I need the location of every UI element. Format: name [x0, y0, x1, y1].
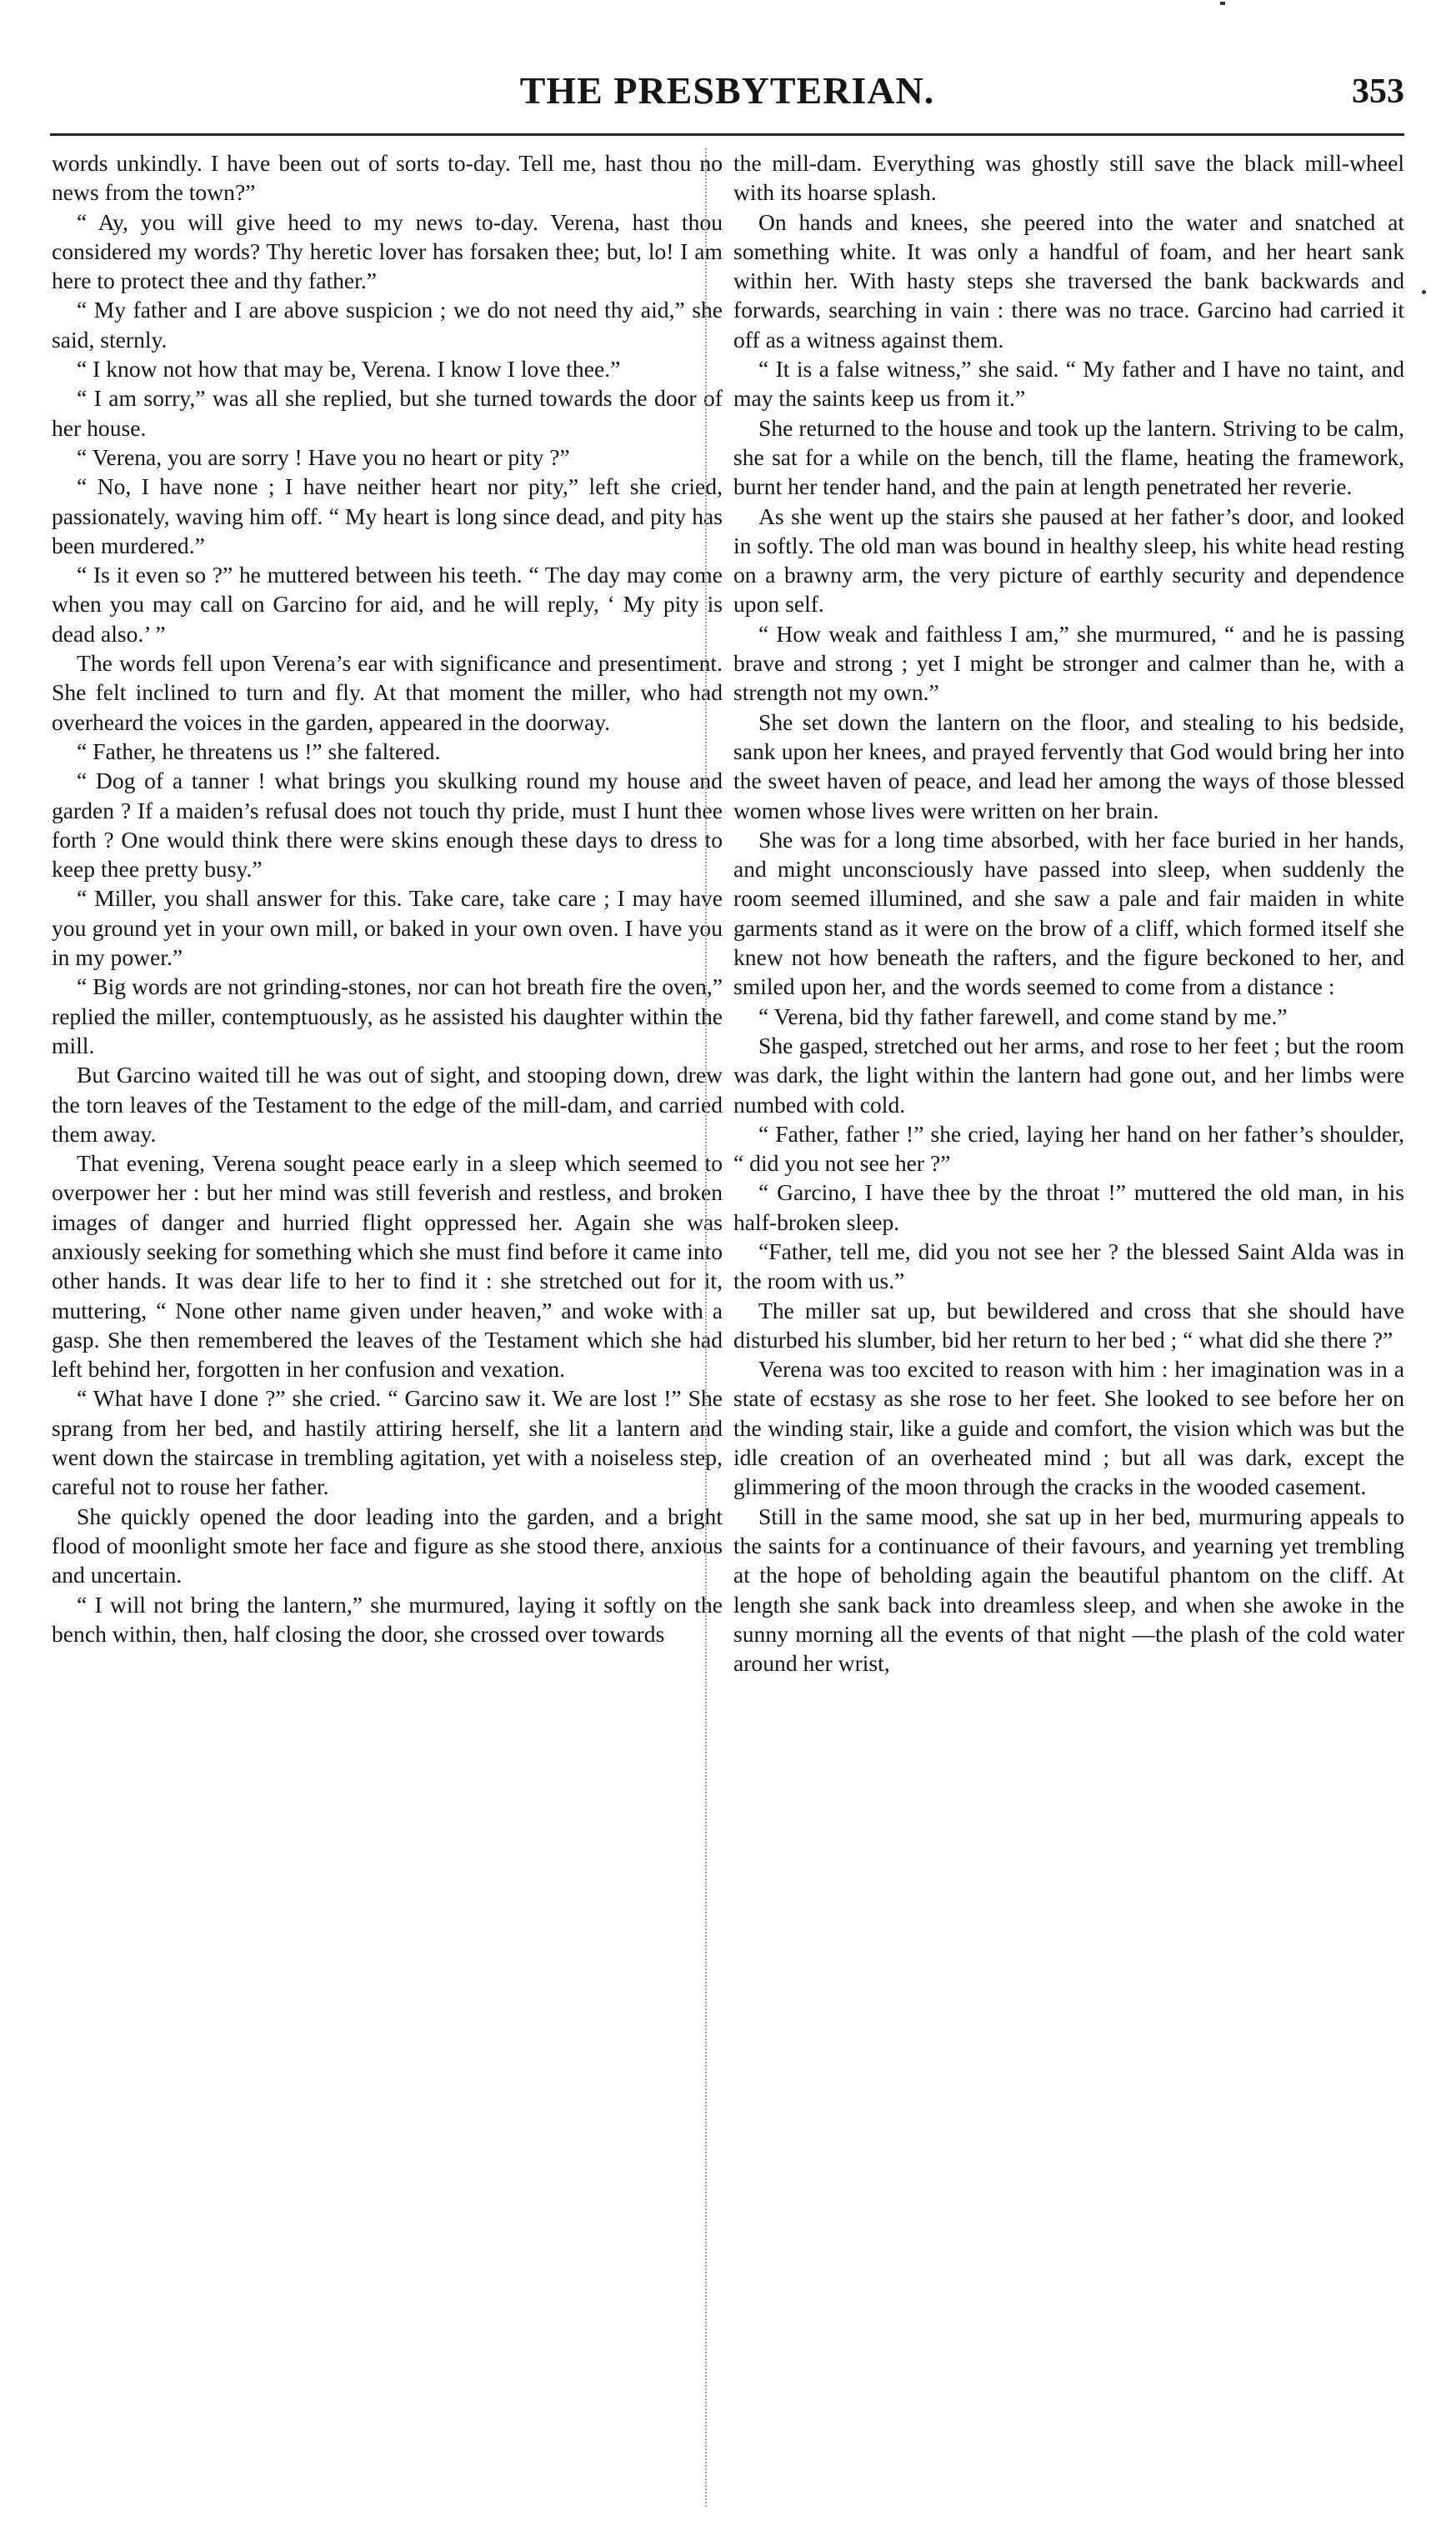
- paragraph: “ Is it even so ?” he muttered between his teeth. “ The day may come when you may call on Garcino for aid, and he will reply, ‘ My pity is dead also.’ ”: [52, 562, 723, 647]
- paragraph: “ Father, he threatens us !” she faltered.: [77, 738, 441, 764]
- page-header: [50, 65, 1404, 123]
- paragraph: Still in the same mood, she sat up in her bed, murmuring appeals to the saints for a continuance of their favours, and yearning yet trembling at the hope of beholding again the beautiful phantom on the cliff. At length she sank back into dreamless sleep, and when she awoke in the sunny morning all the events of that night —the plash of the cold water around her wrist,: [733, 1503, 1404, 1677]
- paragraph: “ Garcino, I have thee by the throat !” muttered the old man, in his half-broken sleep.: [733, 1179, 1404, 1235]
- paragraph: “ Miller, you shall answer for this. Take care, take care ; I may have you ground yet in your own mill, or baked in your own oven. I have you in my power.”: [52, 885, 723, 971]
- paragraph: “ How weak and faithless I am,” she murmured, “ and he is passing brave and strong ; yet I might be stronger and calmer than he, with a strength not my own.”: [733, 620, 1404, 706]
- paragraph: “ Big words are not grinding-stones, nor can hot breath fire the oven,” replied the miller, contemptuously, as he assisted his daughter within the mill.: [52, 973, 723, 1058]
- paragraph: The words fell upon Verena’s ear with significance and presentiment. She felt inclined to turn and fly. At that moment the miller, who had overheard the voices in the garden, appeared in the doorway.: [52, 650, 723, 735]
- paragraph: “Father, tell me, did you not see her ? the blessed Saint Alda was in the room with us.”: [733, 1238, 1404, 1294]
- paragraph: She quickly opened the door leading into the garden, and a bright flood of moonlight smote her face and figure as she stood there, anxious and uncertain.: [52, 1503, 723, 1588]
- paragraph: “ Verena, you are sorry ! Have you no heart or pity ?”: [77, 443, 570, 470]
- paragraph: “ My father and I are above suspicion ; we do not need thy aid,” she said, sternly.: [52, 297, 723, 353]
- paragraph: “ I know not how that may be, Verena. I know I love thee.”: [77, 356, 621, 383]
- paragraph: The miller sat up, but bewildered and cross that she should have disturbed his slumber, bid her return to her bed ; “ what did she there ?”: [733, 1297, 1404, 1353]
- paragraph: “ Ay, you will give heed to my news to-day. Verena, hast thou considered my words? Thy heretic lover has forsaken thee; but, lo! I am here to protect thee and thy father.”: [52, 208, 723, 294]
- paragraph: “ Verena, bid thy father farewell, and come stand by me.”: [758, 1003, 1288, 1029]
- paragraph: She set down the lantern on the floor, and stealing to his bedside, sank upon her knees, and prayed fervently that God would bring her into the sweet haven of peace, and lead her among the ways of those blessed women whose lives were written on her brain.: [733, 708, 1404, 823]
- paragraph: But Garcino waited till he was out of sight, and stooping down, drew the torn leaves of the Testament to the edge of the mill-dam, and carried them away.: [52, 1062, 723, 1147]
- margin-mark: [1422, 290, 1426, 294]
- paragraph: “ No, I have none ; I have neither heart nor pity,” left she cried, passionately, waving him off. “ My heart is long since dead, and pity has been murdered.”: [52, 473, 723, 558]
- print-mark: [1220, 2, 1225, 5]
- paragraph: As she went up the stairs she paused at her father’s door, and looked in softly. The old man was bound in healthy sleep, his white head resting on a brawny arm, the very picture of earthly security and dependence upon self.: [733, 503, 1404, 618]
- publication-title: THE PRESBYTERIAN.: [519, 69, 935, 112]
- paragraph: “ I am sorry,” was all she replied, but she turned towards the door of her house.: [52, 385, 723, 441]
- paragraph: On hands and knees, she peered into the water and snatched at something white. It was only a handful of foam, and her heart sank within her. With hasty steps she traversed the bank backwards and forwards, searching in vain : there was no trace. Garcino had carried it off as a witness against them.: [733, 208, 1404, 353]
- paragraph: She was for a long time absorbed, with her face buried in her hands, and might unconsciously have passed into sleep, when suddenly the room seemed illumined, and she saw a pale and fair maiden in white garments stand as it were on the brow of a cliff, which formed itself she knew not how beneath the rafters, and the figure beckoned to her, and smiled upon her, and the words seemed to come from a distance :: [733, 826, 1404, 1000]
- paragraph: “ It is a false witness,” she said. “ My father and I have no taint, and may the saints keep us from it.”: [733, 356, 1404, 412]
- paragraph: “ I will not bring the lantern,” she murmured, laying it softly on the bench within, then, half closing the door, she crossed over towards: [52, 1591, 723, 1647]
- left-column: [52, 148, 723, 1648]
- paragraph: She returned to the house and took up the lantern. Striving to be calm, she sat for a while on the bench, till the flame, heating the framework, burnt her tender hand, and the pain at length penetrated her reverie.: [733, 414, 1404, 500]
- page-number: 353: [1352, 73, 1404, 111]
- paragraph: She gasped, stretched out her arms, and rose to her feet ; but the room was dark, the light within the lantern had gone out, and her limbs were numbed with cold.: [733, 1032, 1404, 1118]
- paragraph: That evening, Verena sought peace early in a sleep which seemed to overpower her : but her mind was still feverish and restless, and broken images of danger and hurried flight oppressed her. Again she was anxiously seeking for something which she must find before it came into other hands. It was dear life to her to find it : she stretched out for it, muttering, “ None other name given under heaven,” and woke with a gasp. She then remembered the leaves of the Testament which she had left behind her, forgotten in her confusion and vexation.: [52, 1150, 723, 1383]
- paragraph: “ Dog of a tanner ! what brings you skulking round my house and garden ? If a maiden’s refusal does not touch thy pride, must I hunt thee forth ? One would think there were skins enough these days to dress to keep thee pretty busy.”: [52, 768, 723, 883]
- paragraph: the mill-dam. Everything was ghostly still save the black mill-wheel with its hoarse splash.: [733, 150, 1404, 206]
- paragraph: “ Father, father !” she cried, laying her hand on her father’s shoulder, “ did you not see her ?”: [733, 1120, 1404, 1177]
- right-column: [733, 148, 1404, 1678]
- header-rule: [50, 133, 1404, 136]
- paragraph: “ What have I done ?” she cried. “ Garcino saw it. We are lost !” She sprang from her bed, and hastily attiring herself, she lit a lantern and went down the staircase in trembling agitation, yet with a noiseless step, careful not to rouse her father.: [52, 1385, 723, 1500]
- paragraph: words unkindly. I have been out of sorts to-day. Tell me, hast thou no news from the town?”: [52, 150, 723, 206]
- paragraph: Verena was too excited to reason with him : her imagination was in a state of ecstasy as she rose to her feet. She looked to see before her on the winding stair, like a guide and comfort, the vision which was but the idle creation of an overheated mind ; but all was dark, except the glimmering of the moon through the cracks in the wooded casement.: [733, 1356, 1404, 1500]
- column-divider: [705, 148, 707, 2507]
